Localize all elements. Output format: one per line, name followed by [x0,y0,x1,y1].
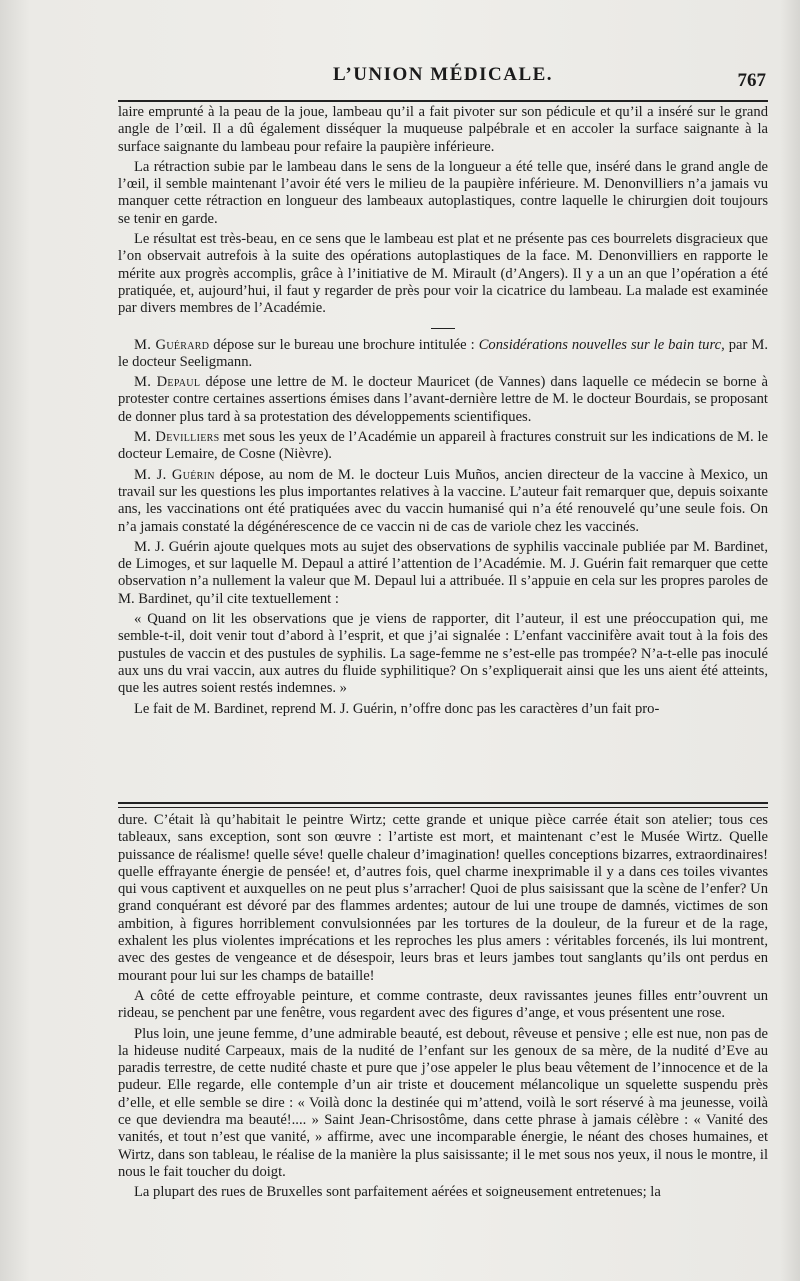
speaker-name: M. Depaul [134,374,201,391]
paragraph [118,374,768,426]
paragraph [118,467,768,536]
paragraph: Le résultat est très-beau, en ce sens que le lambeau est plat et ne présente pas ces bourrelets disgracieux que l’on observait autrefois à la suite des opérations autoplastiques de la face. M. Denonvilliers en rapporte le mérite aux progrès accomplis, grâce à l’initiative de M. Mirault (d’Angers). Il y a un an que l’opération a été pratiquée, et, aujourd’hui, il faut y regarder de près pour voir la cicatrice du lambeau. La malade est examinée par divers membres de l’Académie. [118,231,768,317]
running-title: L’UNION MÉDICALE. [332,64,554,85]
feuilleton-body [118,812,768,1205]
brochure-title: Considérations nouvelles sur le bain turc, [478,336,725,353]
paragraph: Le fait de M. Bardinet, reprend M. J. Guérin, n’offre donc pas les caractères d’un fait pro- [134,700,660,717]
paragraph-text: par M. le docteur Seeligmann. [118,336,768,370]
quotation-paragraph: « Quand on lit les observations que je viens de rapporter, dit l’auteur, il est une préoccupation qui, me semble-t-il, doit venir tout d’abord à l’esprit, et que j’ai signalée : L’enfant vaccinifère avait tout à la fois des pustules de vaccin et des pustules de syphilis. La sage-femme ne s’est-elle pas trompée? N’a-t-elle pas inoculé aux uns du vrai vaccin, aux autres du fluide syphilitique? On s’expliquerait ainsi que les uns aient été atteints, que les autres soient restés indemnes. » [118,611,768,697]
paragraph: laire emprunté à la peau de la joue, lambeau qu’il a fait pivoter sur son pédicule et qu’il a inséré sur le grand angle de l’œil. Il a dû également disséquer la muqueuse palpébrale et en accoler la surface saignante à la surface saignante du lambeau pour refaire la paupière inférieure. [118,104,768,155]
page-header [118,64,768,100]
paragraph: A côté de cette effroyable peinture, et comme contraste, deux ravissantes jeunes filles entr’ouvrent un rideau, se penchent par une fenêtre, vous regardent avec des figures d’ange, et vous présentent une rose. [118,987,768,1022]
speaker-name: M. Devilliers [134,429,220,446]
paragraph: M. J. Guérin ajoute quelques mots au sujet des observations de syphilis vaccinale publiée par M. Bardinet, de Limoges, et sur laquelle M. Depaul a attiré l’attention de l’Académie. M. J. Guérin fait remarquer que cette observation n’a nullement la valeur que M. Depaul lui a attribuée. Il s’appuie en cela sur les propres paroles de M. Bardinet, qu’il cite textuellement : [118,538,768,607]
paragraph [118,429,768,464]
paragraph-text: met sous les yeux de l’Académie un appareil à fractures construit sur les indications de M. le docteur Lemaire, de Cosne (Nièvre). [118,429,768,463]
paragraph-text: dépose sur le bureau une brochure intitulée : [209,336,479,353]
paragraph-text: dépose une lettre de M. le docteur Mauricet (de Vannes) dans laquelle ce médecin se borne à protester contre certaines assertions émises dans l’avant-dernière lettre de M. le docteur Bourdais, se proposant de donner plus tard à sa protestation des développements scientifiques. [118,374,768,425]
paragraph-text: dépose, au nom de M. le docteur Luis Muños, ancien directeur de la vaccine à Mexico, un travail sur les questions les plus importantes relatives à la vaccine. L’auteur fait remarquer que, depuis soixante ans, les vaccinations ont été pratiquées avec du vaccin humanisé qui n’a été renouvelé qu’une seule fois. On n’a jamais constaté la dégénérescence de ce vaccin ni de cas de variole chez les vaccinés. [118,466,768,535]
paragraph: dure. C’était là qu’habitait le peintre Wirtz; cette grande et unique pièce carrée était son atelier; tous ces tableaux, sans exception, sont son œuvre : l’artiste est mort, et maintenant c’est le Musée Wirtz. Quelle puissance de réalisme! quelle séve! quelle chaleur d’imagination! quelles conceptions bizarres, extraordinaires! quelle effrayante énergie de pensée! et, d’autres fois, quel charme inexprimable il y a dans ces toiles vivantes qui vous captivent et auxquelles on ne peut plus s’arracher! Quoi de plus saisissant que la scène de l’enfer? Un grand conquérant est dévoré par des flammes ardentes; autour de lui une troupe de damnés, victimes de son ambition, à figures horriblement convulsionnées par les tortures de la douleur, de la fureur et de la rage, exhalent les plus violentes imprécations et les reproches les plus amers : véritables forcenés, ils lui montrent, avec des gestes de vengeance et de désespoir, leurs bras et leurs jambes tout sanglants qu’ils ont perdus en mourant pour lui sur les champs de bataille! [118,812,768,984]
article-body [118,104,768,721]
paragraph: La plupart des rues de Bruxelles sont parfaitement aérées et soigneusement entretenues; la [134,1184,661,1201]
speaker-name: M. Guérard [134,336,210,353]
paragraph: Plus loin, une jeune femme, d’une admirable beauté, est debout, rêveuse et pensive ; elle est nue, non pas de la hideuse nudité Carpeaux, mais de la nudité de l’enfant sur les genoux de sa mère, de la nudité d’Eve au paradis terrestre, de cette nudité chaste et pure que j’ose appeler le plus beau vêtement de l’innocence et de la pudeur. Elle regarde, elle contemple d’un air triste et doucement mélancolique un squelette suspendu près d’elle, et elle semble se dire : « Voilà donc la destinée qui m’attend, voilà le sort réservé à ma jeunesse, voilà ce que deviendra ma beauté!.... » Saint Jean-Chrisostôme, dans cette phrase à jamais célèbre : « Vanité des vanités, et tout n’est que vanité, » affirme, avec une incomparable énergie, le néant des choses humaines, et Wirtz, dans son tableau, le réalise de la manière la plus saisissante; il le met sous nos yeux, il nous le montre, il nous le fait toucher du doigt. [118,1025,768,1180]
section-separator [431,328,455,329]
feuilleton-rule [118,802,768,808]
paragraph: La rétraction subie par le lambeau dans le sens de la longueur a été telle que, inséré dans le grand angle de l’œil, il semble maintenant l’avoir été vers le milieu de la paupière inférieure. M. Denonvilliers n’a jamais vu manquer cette rétraction en longueur des lambeaux autoplastiques, contre laquelle le chirurgien doit toujours se tenir en garde. [118,158,768,227]
paragraph [118,337,768,372]
header-rule [118,100,768,102]
page-number: 767 [737,70,766,91]
speaker-name: M. J. Guérin [134,466,215,483]
